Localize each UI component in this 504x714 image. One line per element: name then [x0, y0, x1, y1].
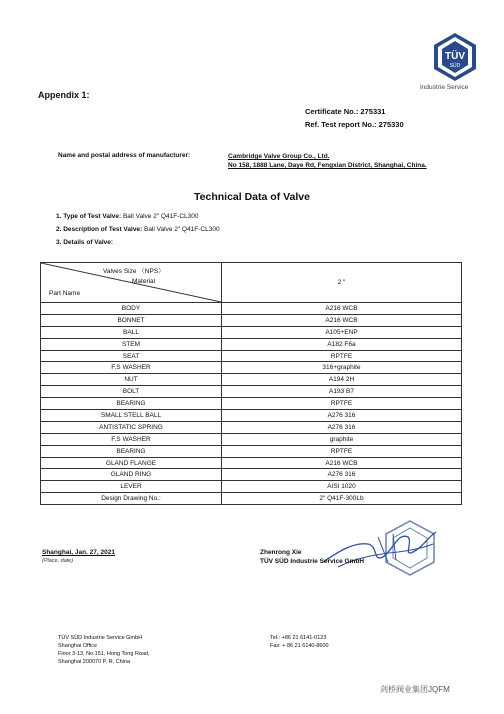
part-name-cell: Design Drawing No.:: [41, 493, 222, 505]
material-cell: 2" Q41F-300Lb: [222, 493, 462, 505]
report-number: Ref. Test report No.: 275330: [305, 120, 404, 129]
material-cell: 316+graphite: [222, 362, 462, 374]
part-name-cell: BALL: [41, 326, 222, 338]
table-header-row: [41, 263, 462, 303]
table-row: [41, 338, 462, 350]
table-row: [41, 326, 462, 338]
part-name-cell: BEARING: [41, 445, 222, 457]
part-name-cell: STEM: [41, 338, 222, 350]
table-row: [41, 350, 462, 362]
materials-table: [40, 262, 462, 505]
part-name-cell: LEVER: [41, 481, 222, 493]
part-name-cell: GLAND FLANGE: [41, 457, 222, 469]
signer-block: [260, 548, 364, 566]
header-size-value: 2 ": [222, 263, 462, 303]
header-diagonal-cell: [41, 263, 222, 303]
part-name-cell: SEAT: [41, 350, 222, 362]
manufacturer-info: [228, 152, 427, 170]
material-cell: A276 316: [222, 421, 462, 433]
list-item: 1. Type of Test Valve: Ball Valve 2" Q41F-CL300: [56, 213, 199, 220]
material-cell: A216 WCB: [222, 303, 462, 315]
footer-address: TÜV SÜD Industrie Service GmbH Shanghai Office Floor 3-13, No.151, Hong Tong Road, Shanghai 200070 P. R. China: [58, 635, 150, 665]
manufacturer-name: Cambridge Valve Group Co., Ltd.: [228, 153, 330, 160]
header-material: Material: [132, 278, 156, 285]
certificate-number: Certificate No.: 275331: [305, 107, 386, 116]
material-cell: graphite: [222, 433, 462, 445]
table-row: [41, 374, 462, 386]
signer-name: Zhenrong Xie: [260, 549, 302, 556]
material-cell: A194 2H: [222, 374, 462, 386]
material-cell: AISI 1020: [222, 481, 462, 493]
material-cell: A182 F6a: [222, 338, 462, 350]
table-row: [41, 314, 462, 326]
header-valve-size: Valves Size （NPS）: [103, 268, 165, 275]
part-name-cell: BONNET: [41, 314, 222, 326]
signer-company: TÜV SÜD Industrie Service GmbH: [260, 558, 365, 565]
table-row: [41, 362, 462, 374]
place-date: Shanghai, Jan. 27, 2021: [42, 549, 115, 556]
footer-tel: Tel.: +86 21 6141-0123: [270, 635, 327, 641]
table-row: [41, 386, 462, 398]
part-name-cell: F.S WASHER: [41, 362, 222, 374]
appendix-heading: Appendix 1:: [38, 90, 90, 100]
table-row: [41, 445, 462, 457]
tuv-sud-logo: [430, 32, 480, 82]
material-cell: RPTFE: [222, 398, 462, 410]
part-name-cell: BOLT: [41, 386, 222, 398]
part-name-cell: BODY: [41, 303, 222, 315]
part-name-cell: F.S WASHER: [41, 433, 222, 445]
footer-contact: [270, 634, 329, 650]
footer-fax: Fax: + 86 21 6140-8600: [270, 643, 329, 649]
place-date-label: (Place, date): [42, 558, 74, 564]
part-name-cell: NUT: [41, 374, 222, 386]
table-row: [41, 433, 462, 445]
certificate-block: [305, 105, 404, 131]
list-item: 2. Description of Test Valve: Ball Valve 2" Q41F-CL300: [56, 226, 220, 233]
table-row: [41, 398, 462, 410]
table-row: [41, 303, 462, 315]
valve-details-list: [56, 210, 220, 249]
table-row: [41, 421, 462, 433]
logo-caption: Industrie Service: [420, 84, 469, 91]
watermark: 剑桥阀业集团JQFM: [380, 685, 450, 694]
material-cell: RPTFE: [222, 350, 462, 362]
table-row: [41, 457, 462, 469]
document-title: Technical Data of Valve: [194, 191, 310, 203]
list-item: 3. Details of Valve:: [56, 239, 114, 246]
material-cell: A276 316: [222, 410, 462, 422]
part-name-cell: SMALL STELL BALL: [41, 410, 222, 422]
manufacturer-label: Name and postal address of manufacturer:: [58, 152, 191, 159]
table-row: [41, 481, 462, 493]
logo-subtext: SÜD: [449, 63, 461, 69]
header-part-name: Part Name: [49, 290, 81, 297]
logo-text: TÜV: [445, 51, 465, 62]
part-name-cell: ANTISTATIC SPRING: [41, 421, 222, 433]
material-cell: A105+ENP: [222, 326, 462, 338]
table-row: [41, 469, 462, 481]
manufacturer-address: No 158, 1888 Lane, Daye Rd, Fengxian District, Shanghai, China.: [228, 162, 427, 169]
part-name-cell: GLAND RING: [41, 469, 222, 481]
material-cell: RPTFE: [222, 445, 462, 457]
material-cell: A276 316: [222, 469, 462, 481]
table-row: [41, 410, 462, 422]
part-name-cell: BEARING: [41, 398, 222, 410]
material-cell: A193 B7: [222, 386, 462, 398]
table-row: [41, 493, 462, 505]
material-cell: A216 WCB: [222, 314, 462, 326]
material-cell: A216 WCB: [222, 457, 462, 469]
